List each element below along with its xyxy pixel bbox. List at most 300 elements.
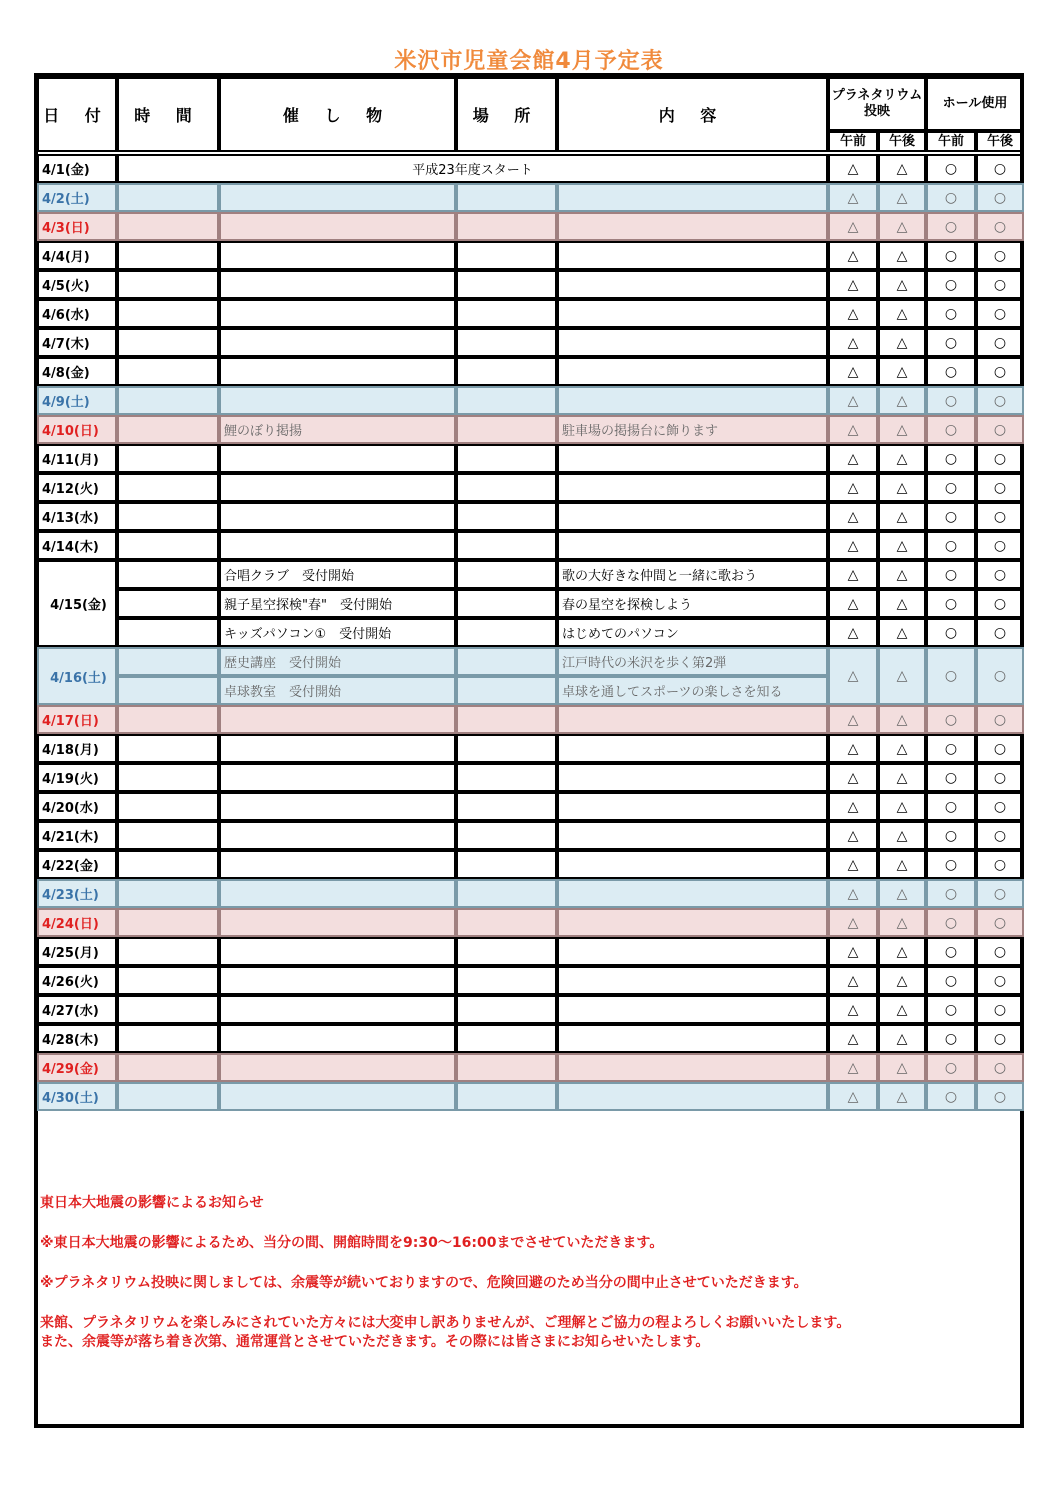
hall-symbol: ○ [976,618,1024,647]
row-place [456,386,557,415]
hall-symbol: ○ [926,444,976,473]
hall-symbol: ○ [976,937,1024,966]
header-time: 時 間 [117,77,219,152]
row-place [456,792,557,821]
row-event [219,241,456,270]
planetarium-symbol: △ [828,618,878,647]
row-place [456,937,557,966]
row-content [557,850,828,879]
row-content [557,444,828,473]
hall-symbol: ○ [926,270,976,299]
hall-symbol: ○ [926,415,976,444]
hall-symbol: ○ [926,618,976,647]
row-place [456,589,557,618]
row-event [219,444,456,473]
hall-symbol: ○ [976,1024,1024,1053]
row-time [117,995,219,1024]
hall-symbol: ○ [976,502,1024,531]
row-date: 4/9(土) [37,386,117,415]
hall-symbol: ○ [926,821,976,850]
notice-planetarium: ※プラネタリウム投映に関しましては、余震等が続いておりますので、危険回避のため当分の間中止させていただきます。 [40,1275,808,1291]
hall-symbol: ○ [926,908,976,937]
planetarium-symbol: △ [878,850,926,879]
hall-symbol: ○ [976,705,1024,734]
hall-symbol: ○ [976,357,1024,386]
row-event [219,328,456,357]
row-date: 4/8(金) [37,357,117,386]
planetarium-symbol: △ [828,270,878,299]
hall-symbol: ○ [976,908,1024,937]
row-time [117,1053,219,1082]
planetarium-symbol: △ [878,1024,926,1053]
hall-symbol: ○ [976,386,1024,415]
planetarium-symbol: △ [828,792,878,821]
hall-symbol: ○ [926,589,976,618]
row-content [557,299,828,328]
hall-symbol: ○ [926,734,976,763]
row-time [117,183,219,212]
planetarium-symbol: △ [878,937,926,966]
planetarium-symbol: △ [828,850,878,879]
hall-symbol: ○ [976,241,1024,270]
hall-symbol: ○ [926,1053,976,1082]
row-date: 4/4(月) [37,241,117,270]
row-date: 4/1(金) [37,154,117,183]
planetarium-symbol: △ [828,415,878,444]
planetarium-symbol: △ [828,966,878,995]
planetarium-symbol: △ [878,1082,926,1111]
header-planetarium-am: 午前 [828,131,878,152]
hall-symbol: ○ [976,328,1024,357]
hall-symbol: ○ [976,473,1024,502]
hall-symbol: ○ [926,531,976,560]
row-place [456,1082,557,1111]
header-hall-pm: 午後 [976,131,1024,152]
planetarium-symbol: △ [828,241,878,270]
hall-symbol: ○ [926,763,976,792]
row-event [219,879,456,908]
row-date: 4/14(木) [37,531,117,560]
hall-symbol: ○ [976,966,1024,995]
hall-symbol: ○ [926,995,976,1024]
row-content: 春の星空を探検しよう [557,589,828,618]
planetarium-symbol: △ [878,1053,926,1082]
row-time [117,241,219,270]
row-place [456,531,557,560]
row-event [219,183,456,212]
row-date: 4/13(水) [37,502,117,531]
planetarium-symbol: △ [828,908,878,937]
row-place [456,995,557,1024]
row-content: 歌の大好きな仲間と一緒に歌おう [557,560,828,589]
row-place [456,821,557,850]
planetarium-symbol: △ [828,444,878,473]
row-event [219,270,456,299]
row-date: 4/28(木) [37,1024,117,1053]
row-time [117,821,219,850]
row-content [557,1082,828,1111]
planetarium-symbol: △ [828,328,878,357]
page-title: 米沢市児童会館4月予定表 [394,49,664,74]
planetarium-symbol: △ [878,966,926,995]
planetarium-symbol: △ [828,763,878,792]
row-content: 駐車場の掲揚台に飾ります [557,415,828,444]
row-content [557,995,828,1024]
hall-symbol: ○ [926,937,976,966]
hall-symbol: ○ [976,589,1024,618]
row-event: 親子星空探検"春" 受付開始 [219,589,456,618]
hall-symbol: ○ [926,241,976,270]
row-date: 4/26(火) [37,966,117,995]
hall-symbol: ○ [926,212,976,241]
planetarium-symbol: △ [878,241,926,270]
header-place: 場 所 [456,77,557,152]
row-content [557,241,828,270]
hall-symbol: ○ [976,734,1024,763]
row-date: 4/12(火) [37,473,117,502]
row-event [219,299,456,328]
row-time [117,705,219,734]
row-time [117,1024,219,1053]
row-date: 4/11(月) [37,444,117,473]
planetarium-symbol: △ [828,386,878,415]
planetarium-symbol: △ [878,995,926,1024]
header-event: 催 し 物 [219,77,456,152]
row-event [219,386,456,415]
row-date: 4/5(火) [37,270,117,299]
row-content [557,531,828,560]
planetarium-symbol: △ [878,357,926,386]
row-time [117,618,219,647]
planetarium-symbol: △ [828,937,878,966]
notice-hours: ※東日本大地震の影響によるため、当分の間、開館時間を9:30～16:00までさせていただきます。 [40,1235,664,1251]
hall-symbol: ○ [926,357,976,386]
hall-symbol: ○ [976,415,1024,444]
row-content [557,908,828,937]
row-content [557,212,828,241]
row-date: 4/3(日) [37,212,117,241]
row-content [557,502,828,531]
hall-symbol: ○ [976,792,1024,821]
row-time [117,879,219,908]
hall-symbol: ○ [926,502,976,531]
row-content: 卓球を通してスポーツの楽しさを知る [557,676,828,705]
hall-symbol: ○ [976,531,1024,560]
planetarium-symbol: △ [878,763,926,792]
row-place [456,879,557,908]
hall-symbol: ○ [926,792,976,821]
row-content [557,792,828,821]
row-time [117,1082,219,1111]
hall-symbol: ○ [926,183,976,212]
row-time [117,850,219,879]
row-date: 4/22(金) [37,850,117,879]
row-content [557,937,828,966]
planetarium-symbol: △ [828,1053,878,1082]
planetarium-symbol: △ [878,444,926,473]
row-event [219,995,456,1024]
row-time [117,676,219,705]
row-content [557,183,828,212]
row-time [117,937,219,966]
row-event [219,473,456,502]
row-place [456,357,557,386]
row-date: 4/10(日) [37,415,117,444]
row-place [456,473,557,502]
header-planetarium-pm: 午後 [878,131,926,152]
row-event [219,705,456,734]
planetarium-symbol: △ [878,183,926,212]
row-place [456,299,557,328]
row-time [117,792,219,821]
row-place [456,1053,557,1082]
row-time [117,299,219,328]
row-event [219,734,456,763]
header-date: 日 付 [37,77,117,152]
row-place [456,212,557,241]
hall-symbol: ○ [926,1082,976,1111]
planetarium-symbol: △ [828,473,878,502]
planetarium-symbol: △ [878,560,926,589]
hall-symbol: ○ [926,154,976,183]
hall-symbol: ○ [926,560,976,589]
planetarium-symbol: △ [828,821,878,850]
row-date: 4/27(水) [37,995,117,1024]
row-place [456,908,557,937]
header-planetarium: プラネタリウム投映 [828,77,926,131]
planetarium-symbol: △ [878,647,926,705]
hall-symbol: ○ [926,299,976,328]
row-event: キッズパソコン① 受付開始 [219,618,456,647]
row-date: 4/30(土) [37,1082,117,1111]
row-event [219,792,456,821]
planetarium-symbol: △ [828,647,878,705]
hall-symbol: ○ [976,1053,1024,1082]
hall-symbol: ○ [926,850,976,879]
row-place [456,763,557,792]
row-place [456,270,557,299]
hall-symbol: ○ [926,473,976,502]
row-time [117,763,219,792]
planetarium-symbol: △ [828,357,878,386]
row-date: 4/25(月) [37,937,117,966]
row-content [557,328,828,357]
row-place [456,328,557,357]
row-content [557,357,828,386]
row-event [219,1024,456,1053]
planetarium-symbol: △ [828,734,878,763]
row-time [117,531,219,560]
planetarium-symbol: △ [878,415,926,444]
row-place [456,1024,557,1053]
notice-apology: 来館、プラネタリウムを楽しみにされていた方々には大変申し訳ありませんが、ご理解とご協力の程よろしくお願いいたします。 [40,1315,851,1331]
planetarium-symbol: △ [878,821,926,850]
planetarium-symbol: △ [878,299,926,328]
hall-symbol: ○ [976,647,1024,705]
row-content [557,879,828,908]
hall-symbol: ○ [976,560,1024,589]
row-content [557,763,828,792]
row-date: 4/21(木) [37,821,117,850]
row-date: 4/18(月) [37,734,117,763]
hall-symbol: ○ [926,386,976,415]
row-time [117,444,219,473]
row-event [219,821,456,850]
planetarium-symbol: △ [878,328,926,357]
row-content [557,386,828,415]
planetarium-symbol: △ [878,270,926,299]
planetarium-symbol: △ [878,473,926,502]
planetarium-symbol: △ [828,995,878,1024]
row-event: 卓球教室 受付開始 [219,676,456,705]
planetarium-symbol: △ [878,589,926,618]
row-content [557,270,828,299]
row-time [117,357,219,386]
planetarium-symbol: △ [878,502,926,531]
row-place [456,734,557,763]
row-time [117,589,219,618]
hall-symbol: ○ [976,212,1024,241]
row-place [456,183,557,212]
header-hall: ホール使用 [926,77,1024,131]
planetarium-symbol: △ [878,908,926,937]
row-date: 4/24(日) [37,908,117,937]
row-content [557,821,828,850]
row-place [456,502,557,531]
hall-symbol: ○ [976,763,1024,792]
row-place [456,647,557,676]
planetarium-symbol: △ [828,1082,878,1111]
row-event [219,502,456,531]
notice-resume: また、余震等が落ち着き次第、通常運営とさせていただきます。その際には皆さまにお知らせいたします。 [40,1334,710,1350]
planetarium-symbol: △ [828,879,878,908]
hall-symbol: ○ [976,821,1024,850]
hall-symbol: ○ [926,879,976,908]
header-content: 内 容 [557,77,828,152]
row-event [219,966,456,995]
hall-symbol: ○ [976,154,1024,183]
row-time [117,966,219,995]
planetarium-symbol: △ [878,212,926,241]
row-content [557,1024,828,1053]
row-time [117,908,219,937]
hall-symbol: ○ [976,879,1024,908]
row-date: 4/19(火) [37,763,117,792]
hall-symbol: ○ [976,444,1024,473]
hall-symbol: ○ [976,299,1024,328]
row-content [557,705,828,734]
planetarium-symbol: △ [828,531,878,560]
row-event: 合唱クラブ 受付開始 [219,560,456,589]
row-event [219,763,456,792]
hall-symbol: ○ [926,966,976,995]
row-time [117,734,219,763]
row-place [456,705,557,734]
planetarium-symbol: △ [828,183,878,212]
hall-symbol: ○ [926,328,976,357]
row-place [456,241,557,270]
planetarium-symbol: △ [878,386,926,415]
planetarium-symbol: △ [828,154,878,183]
row-event: 鯉のぼり掲揚 [219,415,456,444]
planetarium-symbol: △ [828,705,878,734]
hall-symbol: ○ [926,647,976,705]
hall-symbol: ○ [976,850,1024,879]
row-content [557,966,828,995]
planetarium-symbol: △ [828,502,878,531]
row-time [117,270,219,299]
row-date: 4/20(水) [37,792,117,821]
row-time [117,328,219,357]
row-place [456,560,557,589]
row-date: 4/23(土) [37,879,117,908]
row-content: はじめてのパソコン [557,618,828,647]
row-event-span: 平成23年度スタート [117,154,828,183]
row-event: 歴史講座 受付開始 [219,647,456,676]
notice-heading: 東日本大地震の影響によるお知らせ [40,1195,264,1211]
row-event [219,357,456,386]
row-date: 4/15(金) [37,560,117,647]
planetarium-symbol: △ [878,734,926,763]
row-content: 江戸時代の米沢を歩く第2弾 [557,647,828,676]
hall-symbol: ○ [976,995,1024,1024]
planetarium-symbol: △ [878,531,926,560]
hall-symbol: ○ [976,183,1024,212]
row-content [557,734,828,763]
row-time [117,386,219,415]
planetarium-symbol: △ [878,705,926,734]
row-event [219,212,456,241]
planetarium-symbol: △ [878,154,926,183]
row-date: 4/2(土) [37,183,117,212]
row-time [117,415,219,444]
hall-symbol: ○ [976,1082,1024,1111]
row-event [219,850,456,879]
row-event [219,1053,456,1082]
row-date: 4/6(水) [37,299,117,328]
row-time [117,473,219,502]
row-time [117,647,219,676]
row-event [219,1082,456,1111]
row-content [557,1053,828,1082]
row-place [456,850,557,879]
row-date: 4/16(土) [37,647,117,705]
row-event [219,531,456,560]
row-place [456,415,557,444]
row-place [456,444,557,473]
row-time [117,560,219,589]
header-hall-am: 午前 [926,131,976,152]
planetarium-symbol: △ [828,299,878,328]
planetarium-symbol: △ [828,212,878,241]
hall-symbol: ○ [926,705,976,734]
row-date: 4/17(日) [37,705,117,734]
row-content [557,473,828,502]
planetarium-symbol: △ [828,589,878,618]
row-place [456,966,557,995]
planetarium-symbol: △ [828,560,878,589]
planetarium-symbol: △ [878,879,926,908]
hall-symbol: ○ [926,1024,976,1053]
row-date: 4/29(金) [37,1053,117,1082]
row-place [456,676,557,705]
planetarium-symbol: △ [828,1024,878,1053]
row-event [219,937,456,966]
planetarium-symbol: △ [878,618,926,647]
row-place [456,618,557,647]
hall-symbol: ○ [976,270,1024,299]
row-event [219,908,456,937]
